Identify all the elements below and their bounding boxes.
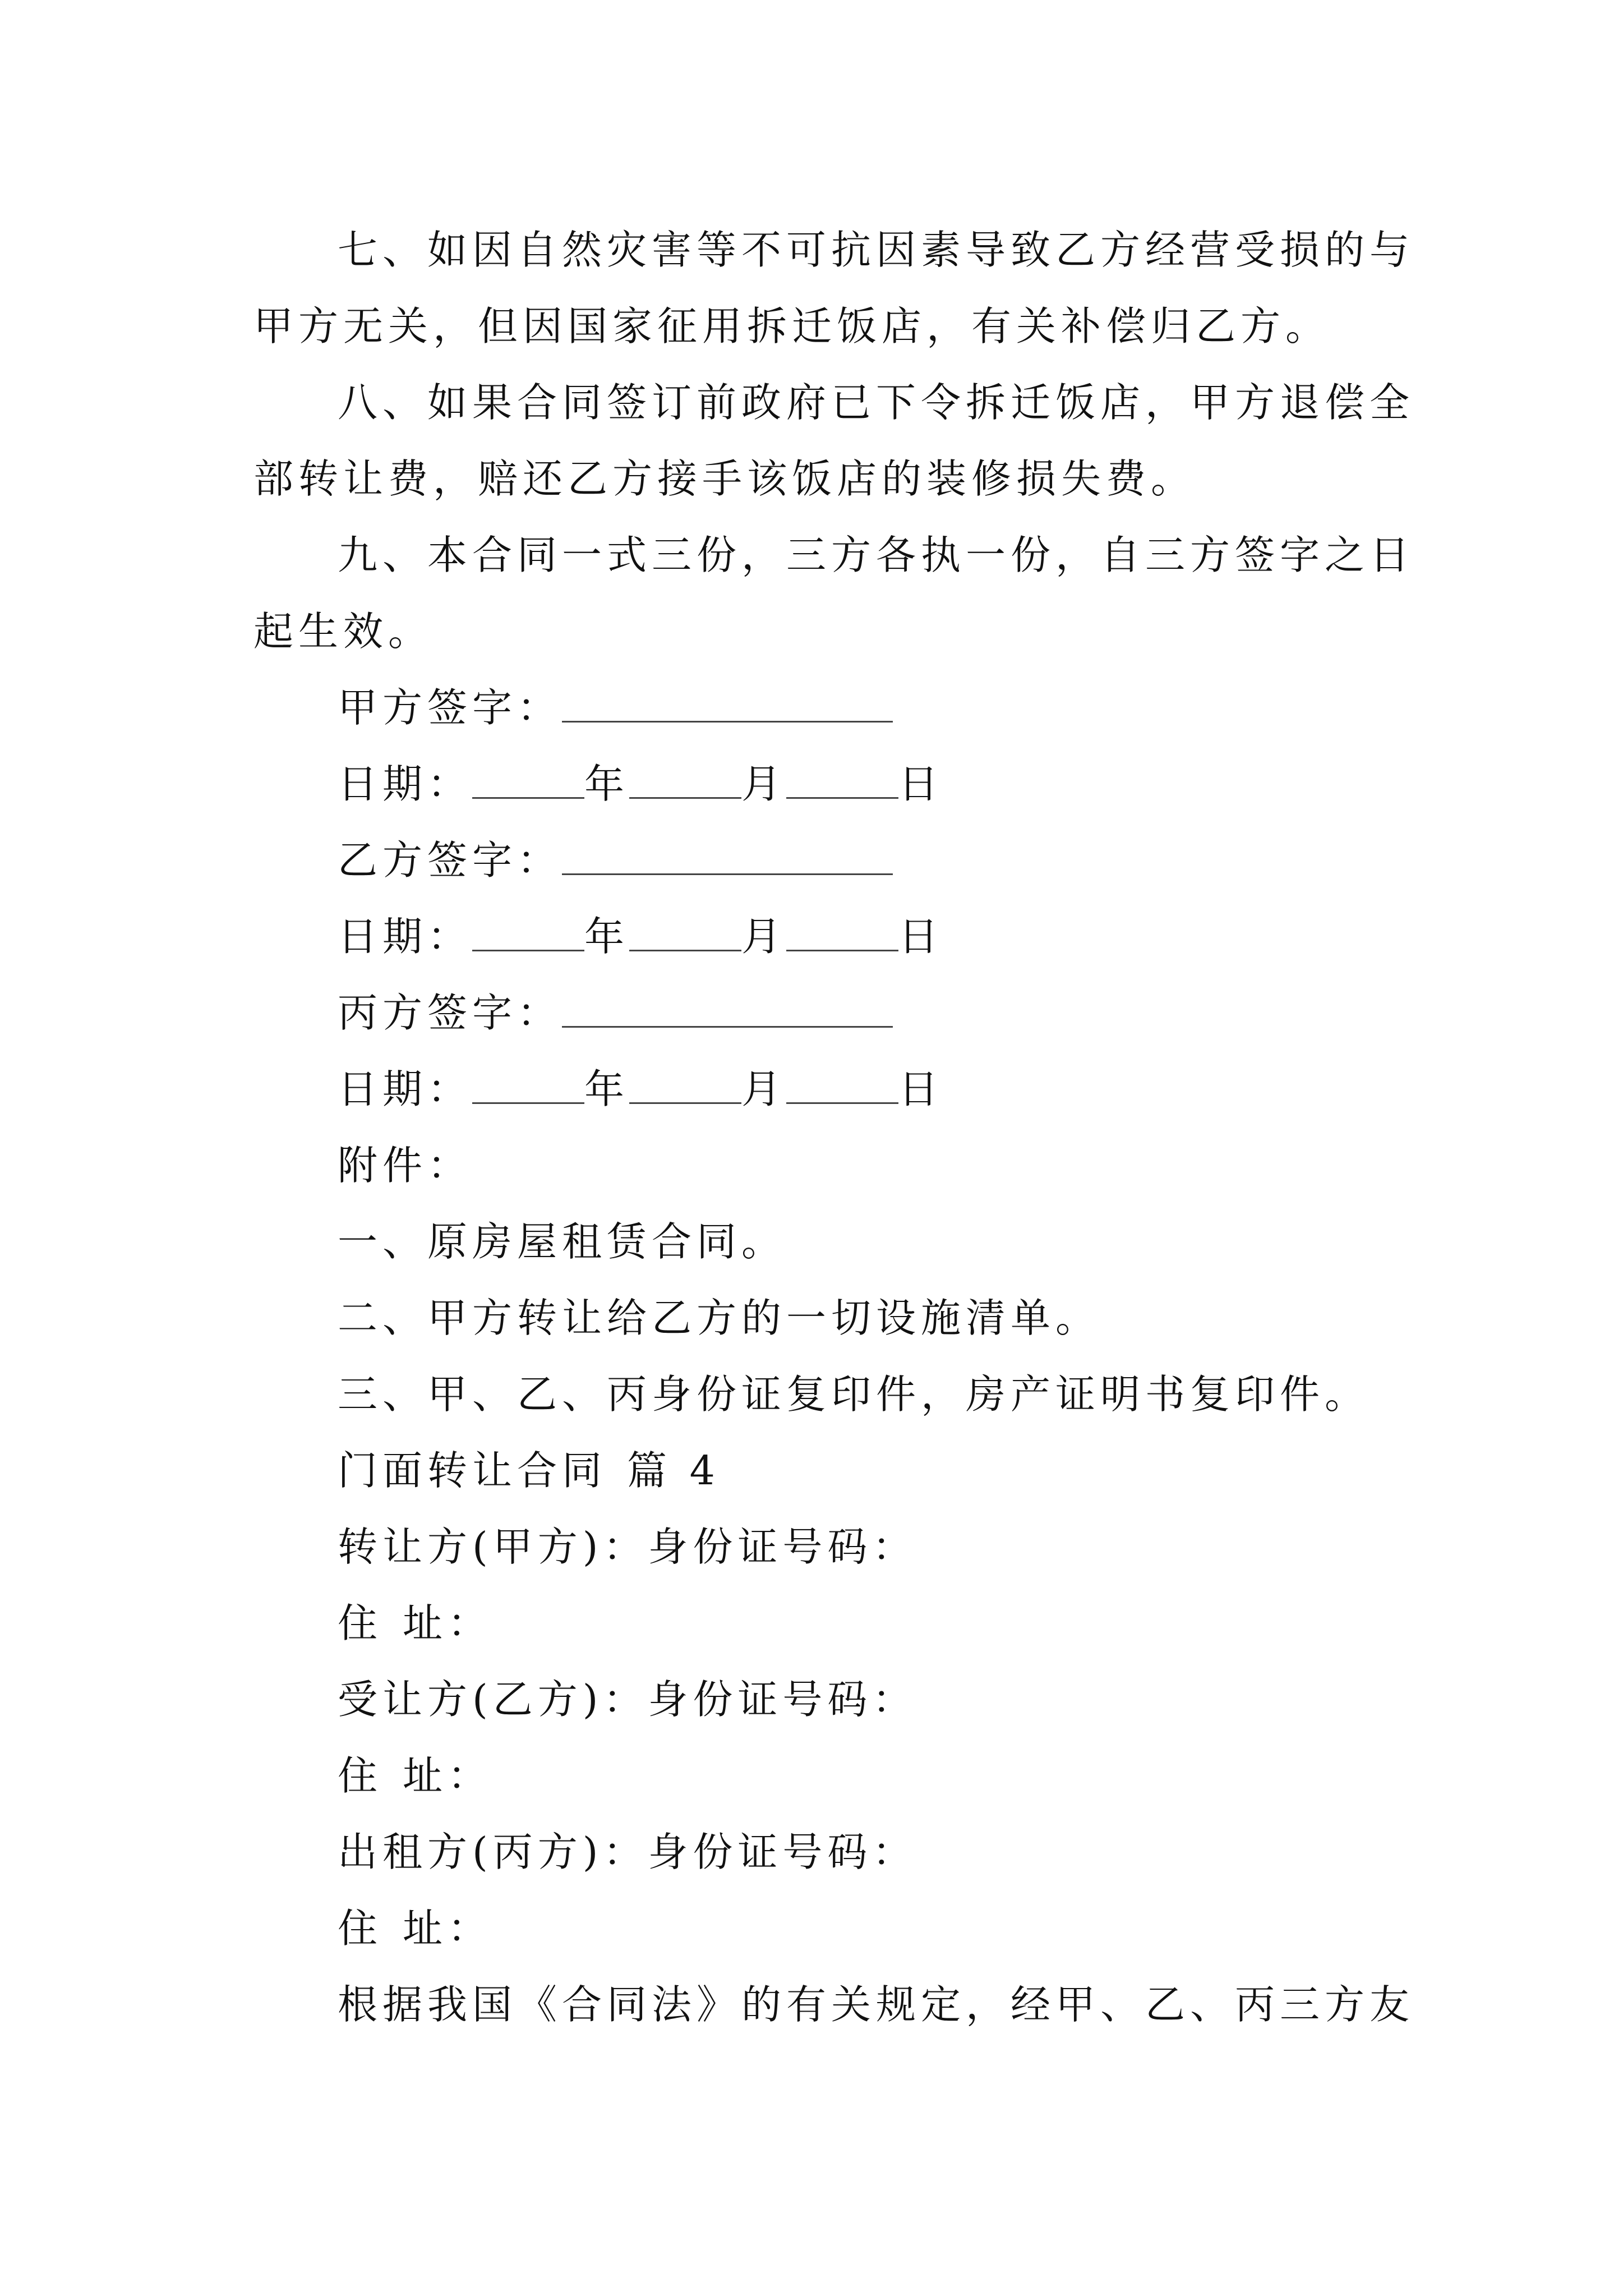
attachment-item: 三、甲、乙、丙身份证复印件，房产证明书复印件。	[338, 1371, 1370, 1418]
year-blank[interactable]	[472, 1069, 584, 1104]
signature-blank[interactable]	[562, 840, 893, 875]
address-label-part1: 住	[338, 1905, 383, 1952]
intro-paragraph-line: 根据我国《合同法》的有关规定，经甲、乙、丙三方友	[338, 1981, 1415, 2028]
clause-7-line-1: 七、如因自然灾害等不可抗因素导致乙方经营受损的与	[338, 227, 1415, 273]
address-label-part1: 住	[338, 1752, 383, 1799]
party-transferee: 受让方(乙方)：身份证号码：	[338, 1676, 917, 1723]
date-label: 日期：	[338, 913, 473, 960]
year-blank[interactable]	[472, 763, 584, 799]
party-transferor: 转让方(甲方)：身份证号码：	[338, 1524, 917, 1570]
year-label: 年	[584, 761, 630, 807]
date-line-party-a	[253, 746, 1375, 822]
party-lessor: 出租方(丙方)：身份证号码：	[338, 1829, 917, 1875]
section-title-line	[253, 1433, 1375, 1509]
document-body	[253, 212, 1415, 2043]
day-blank[interactable]	[786, 1069, 898, 1104]
day-label: 日	[898, 761, 944, 807]
address-label-part2: 址：	[403, 1752, 493, 1799]
clause-8-line-1: 八、如果合同签订前政府已下令拆迁饭店，甲方退偿全	[338, 379, 1415, 426]
attachment-item: 二、甲方转让给乙方的一切设施清单。	[338, 1295, 1101, 1341]
month-label: 月	[741, 761, 787, 807]
signature-blank[interactable]	[562, 687, 893, 723]
clause-9-line-2: 起生效。	[253, 608, 434, 655]
clause-9-line-1: 九、本合同一式三份，三方各执一份，自三方签字之日	[338, 532, 1415, 578]
month-blank[interactable]	[629, 916, 741, 951]
address-line-transferee	[253, 1738, 1375, 1814]
year-label: 年	[584, 1066, 630, 1112]
day-blank[interactable]	[786, 916, 898, 951]
clause-7-line-2: 甲方无关，但因国家征用拆迁饭店，有关补偿归乙方。	[253, 303, 1331, 349]
attachment-item: 一、原房屋租赁合同。	[338, 1218, 787, 1265]
date-line-party-b	[253, 899, 1375, 975]
address-line-lessor	[253, 1890, 1375, 1967]
address-label-part2: 址：	[403, 1905, 493, 1952]
month-label: 月	[741, 913, 787, 960]
attachments-heading: 附件：	[338, 1142, 473, 1189]
date-label: 日期：	[338, 1066, 473, 1112]
signature-label: 乙方签字：	[338, 837, 562, 884]
date-line-party-c	[253, 1051, 1375, 1128]
signature-line-party-a	[253, 670, 1375, 746]
section-title: 门面转让合同	[338, 1447, 607, 1494]
signature-line-party-b	[253, 822, 1375, 899]
month-blank[interactable]	[629, 1069, 741, 1104]
date-label: 日期：	[338, 761, 473, 807]
year-blank[interactable]	[472, 916, 584, 951]
signature-label: 甲方签字：	[338, 684, 562, 731]
address-line-transferor	[253, 1585, 1375, 1662]
address-label-part1: 住	[338, 1600, 383, 1646]
section-number: 篇 4	[627, 1447, 720, 1494]
month-label: 月	[741, 1066, 787, 1112]
year-label: 年	[584, 913, 630, 960]
signature-blank[interactable]	[562, 992, 893, 1028]
day-blank[interactable]	[786, 763, 898, 799]
signature-label: 丙方签字：	[338, 990, 562, 1036]
signature-line-party-c	[253, 975, 1375, 1051]
address-label-part2: 址：	[403, 1600, 493, 1646]
day-label: 日	[898, 913, 944, 960]
month-blank[interactable]	[629, 763, 741, 799]
day-label: 日	[898, 1066, 944, 1112]
clause-8-line-2: 部转让费，赔还乙方接手该饭店的装修损失费。	[253, 455, 1196, 502]
